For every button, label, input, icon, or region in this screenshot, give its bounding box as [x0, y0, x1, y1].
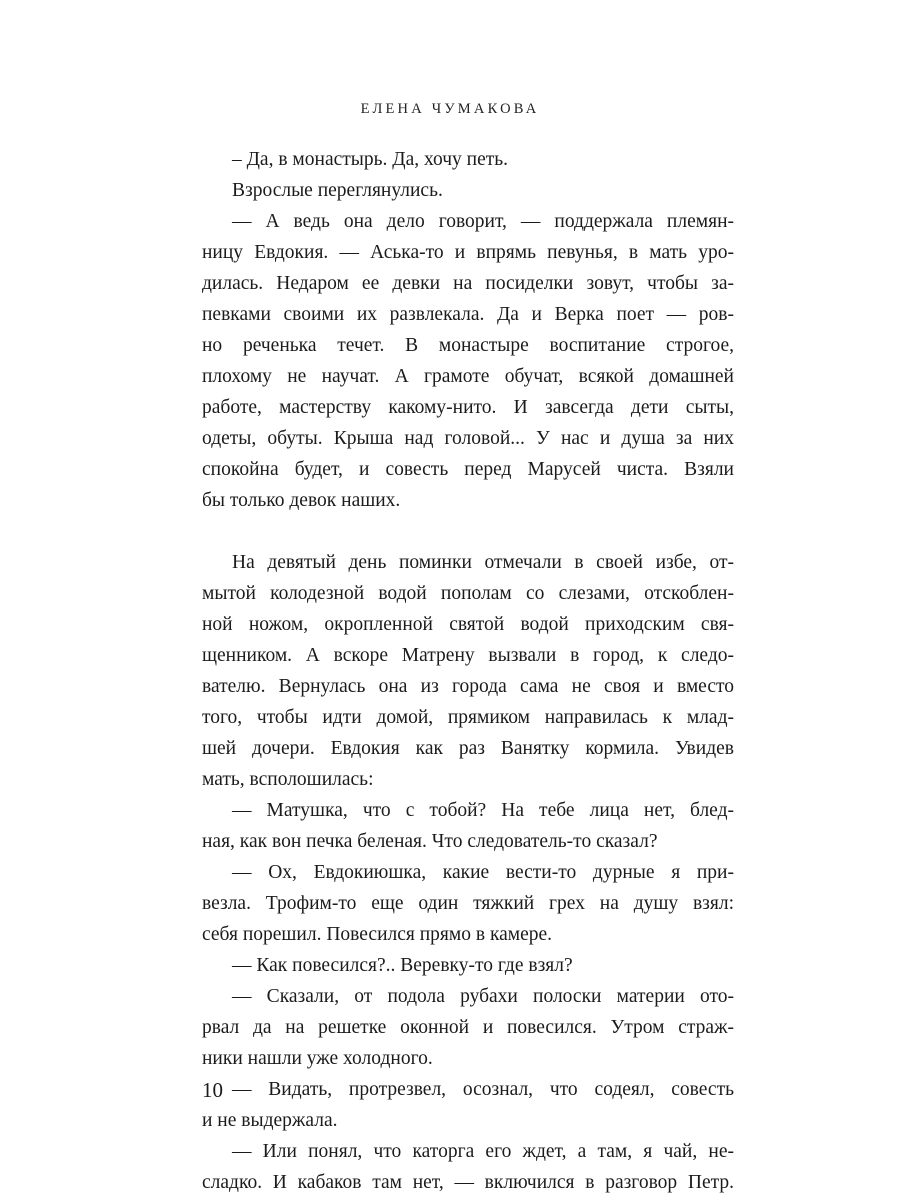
page-number: 10 [202, 1078, 223, 1102]
text-line: бы только девок наших. [202, 490, 401, 511]
text-line: плохому не научат. А грамоте обучат, всякой домашней [202, 366, 734, 387]
text-line: сладко. И кабаков там нет, — включился в разговор Петр. [202, 1172, 734, 1193]
text-line: мать, всполошилась: [202, 769, 374, 790]
text-line: но реченька течет. В монастыре воспитание строгое, [202, 335, 734, 356]
text-line: дилась. Недаром ее девки на посиделки зовут, чтобы за- [202, 273, 734, 294]
text-line: себя порешил. Повесился прямо в камере. [202, 924, 553, 945]
text-line: вателю. Вернулась она из города сама не своя и вместо [202, 676, 734, 697]
text-line: работе, мастерству какому-нито. И завсегда дети сыты, [202, 397, 734, 418]
text-line: шей дочери. Евдокия как раз Ванятку кормила. Увидев [202, 738, 734, 759]
text-line: — Сказали, от подола рубахи полоски материи ото- [232, 986, 734, 1007]
text-line: везла. Трофим-то еще один тяжкий грех на душу взял: [202, 893, 734, 914]
text-line: ной ножом, окропленной святой водой приходским свя- [202, 614, 734, 635]
text-line: — Матушка, что с тобой? На тебе лица нет, блед- [232, 800, 734, 821]
text-line: спокойна будет, и совесть перед Марусей чиста. Взяли [202, 459, 734, 480]
text-line: мытой колодезной водой пополам со слезами, отскоблен- [202, 583, 734, 604]
body-text [202, 144, 734, 1198]
text-line: – Да, в монастырь. Да, хочу петь. [232, 149, 509, 170]
section-break [202, 516, 734, 547]
text-line: — Как повесился?.. Веревку-то где взял? [232, 955, 573, 976]
running-head: ЕЛЕНА ЧУМАКОВА [360, 101, 540, 117]
text-line: одеты, обуты. Крыша над головой... У нас и душа за них [202, 428, 734, 449]
text-line: ники нашли уже холодного. [202, 1048, 433, 1069]
text-line: На девятый день поминки отмечали в своей избе, от- [232, 552, 734, 573]
text-line: того, чтобы идти домой, прямиком направилась к млад- [202, 707, 734, 728]
text-line: — Ох, Евдокиюшка, какие вести-то дурные я при- [232, 862, 734, 883]
text-line: — Видать, протрезвел, осознал, что содеял, совесть [232, 1079, 734, 1100]
text-line: и не выдержала. [202, 1110, 338, 1131]
text-line: ницу Евдокия. — Аська-то и впрямь певунья, в мать уро- [202, 242, 734, 263]
text-line: ная, как вон печка беленая. Что следователь-то сказал? [202, 831, 658, 852]
text-line: щенником. А вскоре Матрену вызвали в город, к следо- [202, 645, 734, 666]
text-line: — Или понял, что каторга его ждет, а там, я чай, не- [232, 1141, 734, 1162]
text-line: певками своими их развлекала. Да и Верка поет — ров- [202, 304, 734, 325]
text-line: рвал да на решетке оконной и повесился. Утром страж- [202, 1017, 734, 1038]
text-line: Взрослые переглянулись. [232, 180, 443, 201]
text-line: — А ведь она дело говорит, — поддержала племян- [232, 211, 734, 232]
